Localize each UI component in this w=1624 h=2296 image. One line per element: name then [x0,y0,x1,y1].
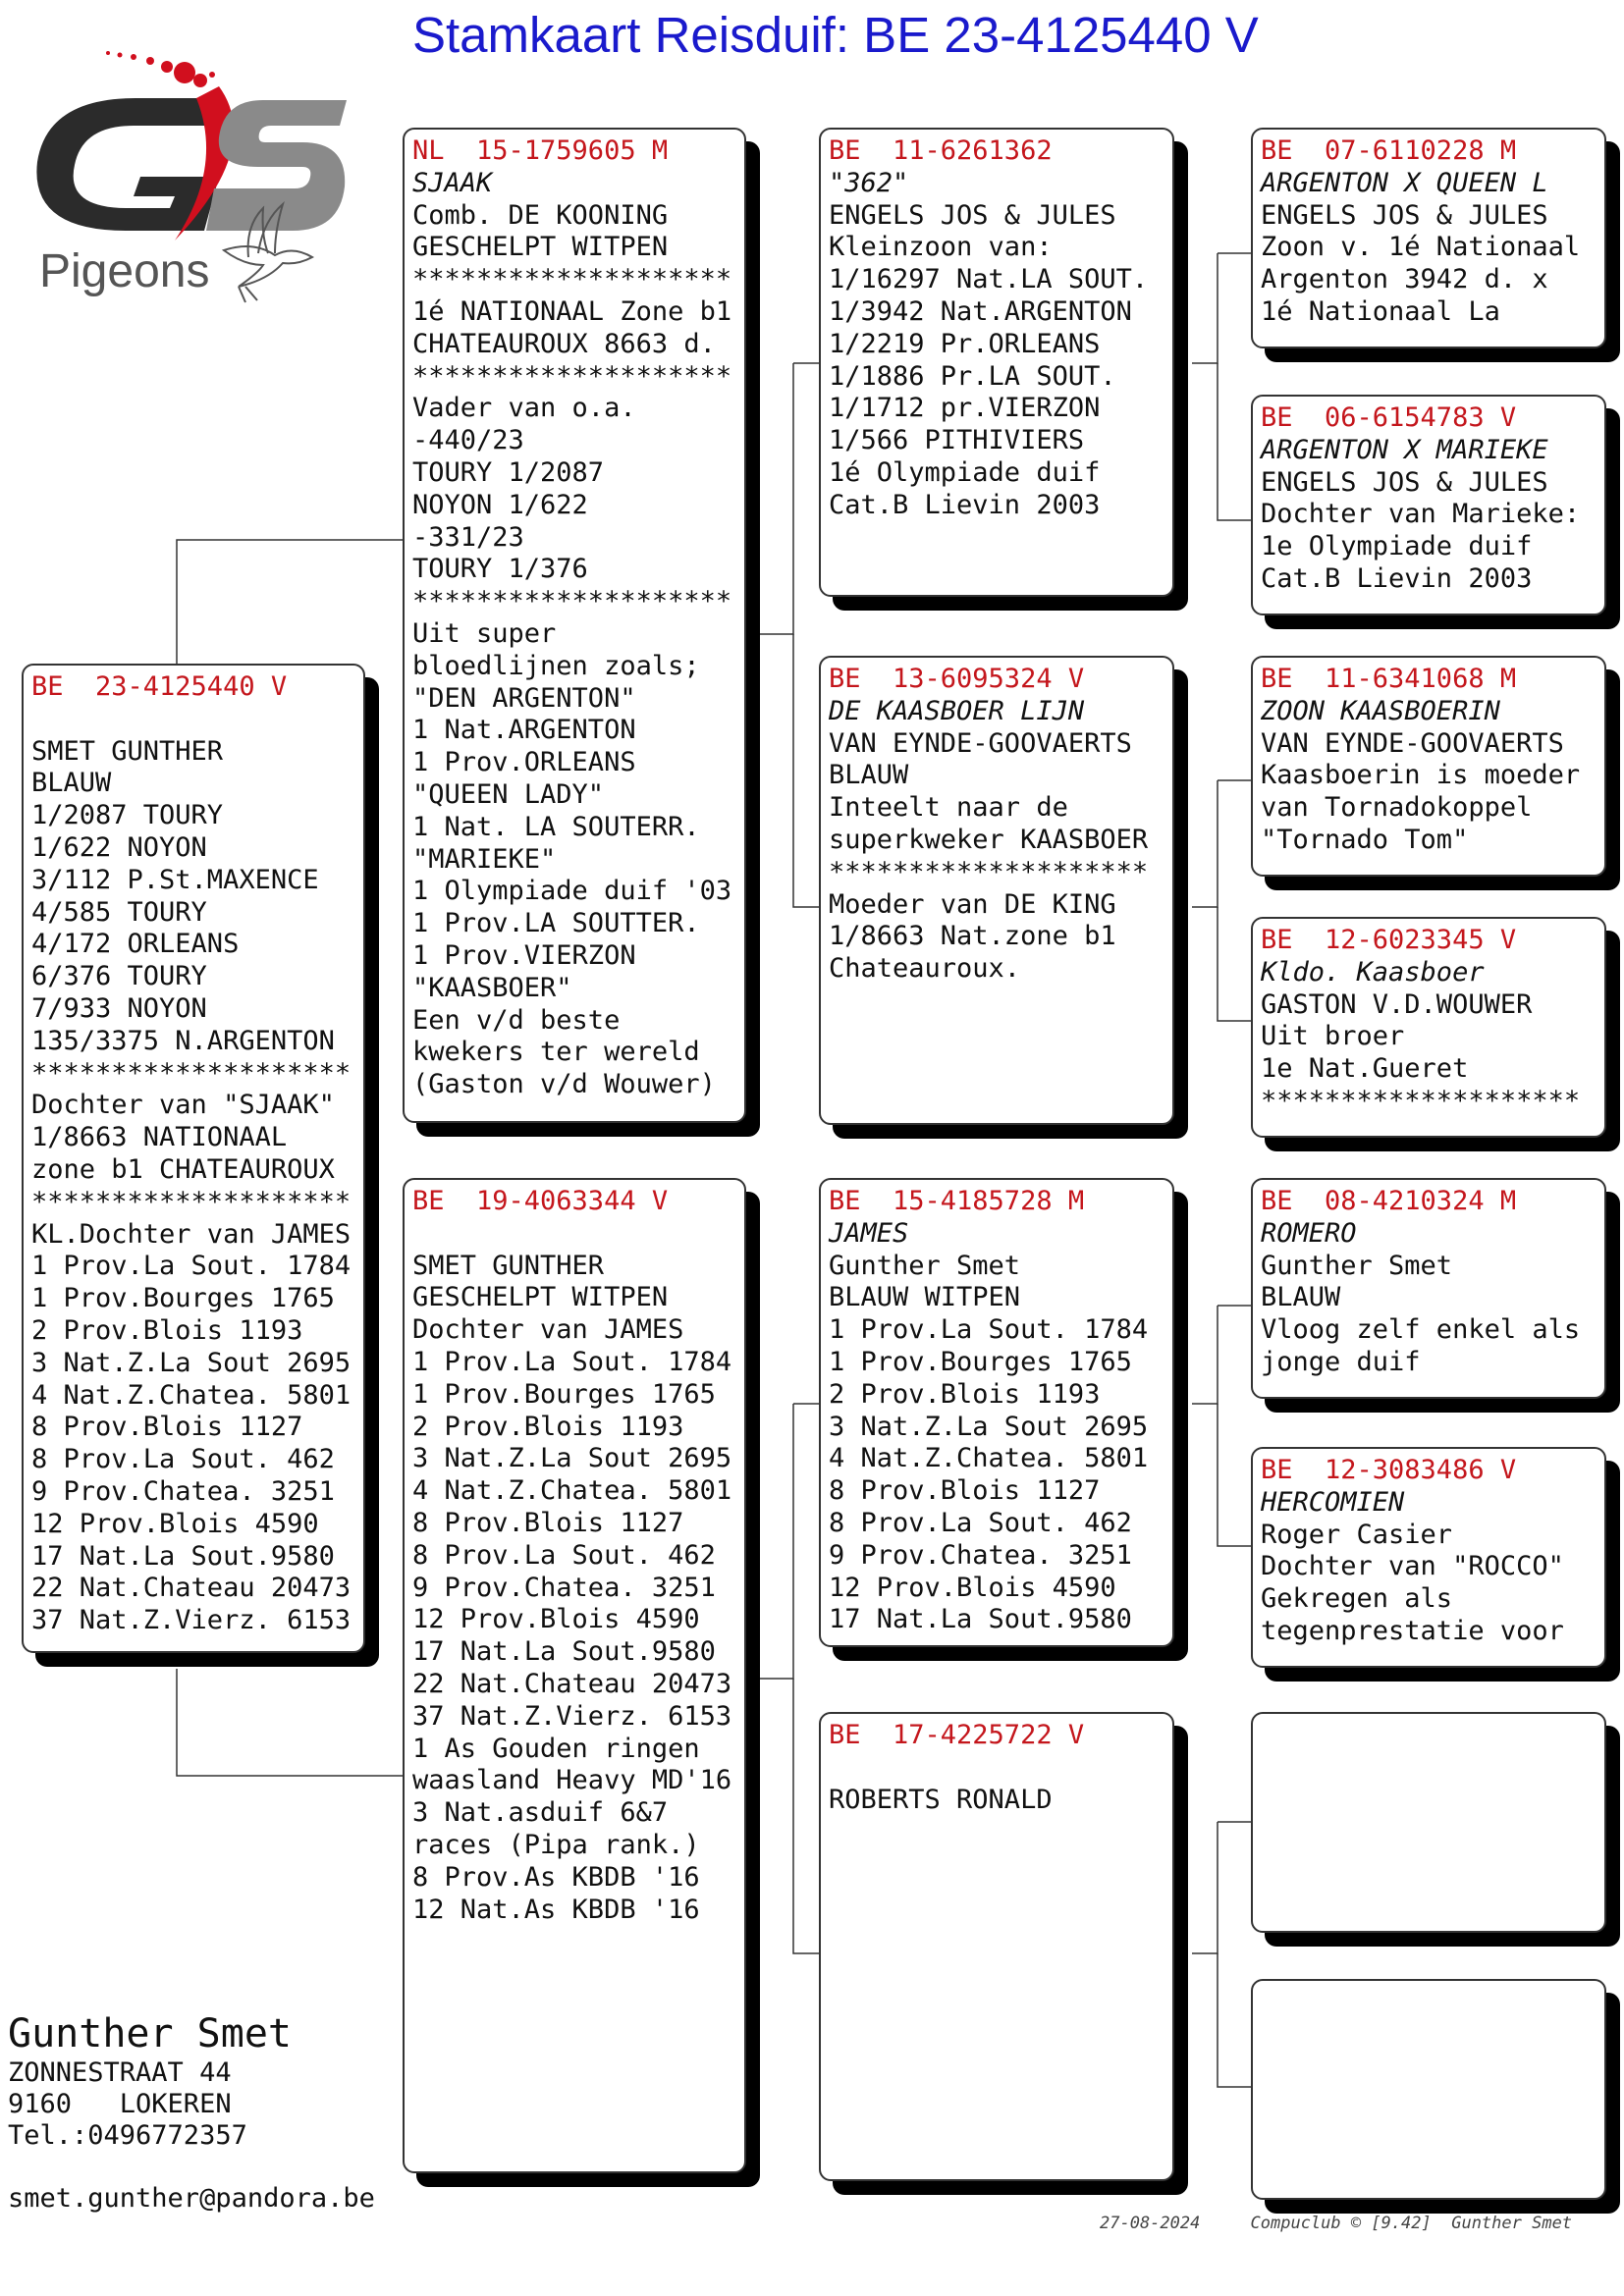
pigeon-line: 4 Nat.Z.Chatea. 5801 [31,1379,352,1411]
pigeon-line: 1 Prov.La Sout. 1784 [31,1251,352,1282]
pigeon-line [829,1752,1164,1785]
ring-number: BE 19-4063344 V [412,1186,669,1216]
page-title: Stamkaart Reisduif: BE 23-4125440 V [412,7,1259,63]
pigeon-name: ARGENTON X QUEEN L [1261,167,1548,198]
pigeon-line: 1 Nat. LA SOUTERR. [412,811,700,842]
pigeon-line: 3 Nat.asduif 6&7 [412,1797,669,1829]
pigeon-line: Uit broer [1261,1021,1405,1052]
pigeon-name: HERCOMIEN [1261,1486,1405,1518]
pigeon-line: superkweker KAASBOER [829,824,1149,855]
pigeon-line: 135/3375 N.ARGENTON [31,1025,335,1056]
pigeon-card-mfm[interactable] [1251,1447,1606,1668]
pigeon-line: 17 Nat.La Sout.9580 [412,1636,716,1668]
pigeon-line: 8 Prov.La Sout. 462 [31,1444,335,1475]
pigeon-card-fff[interactable] [1251,128,1606,348]
pigeon-line: ******************** [412,264,732,295]
pigeon-line: 1 Prov.La Sout. 1784 [412,1346,732,1377]
pigeon-line: TOURY 1/376 [412,554,588,585]
pigeon-line: ENGELS JOS & JULES [1261,466,1548,498]
logo-subtitle: Pigeons [39,245,210,297]
pigeon-line: 37 Nat.Z.Vierz. 6153 [412,1700,732,1732]
pigeon-line: 1/8663 NATIONAAL [31,1122,288,1153]
pigeon-card-ff[interactable] [819,128,1174,597]
pigeon-line: 12 Prov.Blois 4590 [829,1572,1116,1603]
ring-number: BE 17-4225722 V [829,1720,1085,1750]
pigeon-line: kwekers ter wereld [412,1037,700,1068]
pigeon-line: 2 Prov.Blois 1193 [412,1411,684,1442]
pigeon-name: ARGENTON X MARIEKE [1261,434,1548,465]
pigeon-line: 1é NATIONAAL Zone b1 [412,295,732,327]
pigeon-line: tegenprestatie voor [1261,1615,1564,1646]
pigeon-line: 1/3942 Nat.ARGENTON [829,295,1132,327]
pigeon-line: 37 Nat.Z.Vierz. 6153 [31,1605,352,1636]
pigeon-line: 1é Nationaal La [1261,295,1500,327]
pigeon-name: "362" [829,167,909,198]
pigeon-line: ******************** [412,586,732,617]
pigeon-line: Argenton 3942 d. x [1261,264,1548,295]
pigeon-line: GESCHELPT WITPEN [412,1282,669,1313]
pigeon-line: 9 Prov.Chatea. 3251 [412,1572,716,1603]
ring-number: BE 11-6261362 [829,135,1053,166]
pigeon-line: ******************** [31,1057,352,1089]
pigeon-line: ROBERTS RONALD [829,1784,1053,1815]
pigeon-line: 12 Nat.As KBDB '16 [412,1894,700,1925]
owner-email[interactable]: smet.gunther@pandora.be [8,2183,375,2214]
pigeon-line: "QUEEN LADY" [412,778,605,810]
pigeon-line: (Gaston v/d Wouwer) [412,1069,716,1100]
pigeon-card-mm[interactable] [819,1712,1174,2181]
pigeon-line: "MARIEKE" [412,843,557,875]
pigeon-line [412,1218,736,1251]
pigeon-line: Comb. DE KOONING [412,199,669,231]
pigeon-line: 8 Prov.Blois 1127 [829,1475,1101,1507]
ring-number: BE 15-4185728 M [829,1186,1085,1216]
pigeon-line: Gunther Smet [1261,1250,1453,1281]
pigeon-line: Dochter van "SJAAK" [31,1090,335,1121]
pigeon-line: races (Pipa rank.) [412,1829,700,1860]
pigeon-line: 8 Prov.Blois 1127 [412,1507,684,1538]
pigeon-line: 3 Nat.Z.La Sout 2695 [829,1411,1149,1442]
pigeon-line: 7/933 NOYON [31,992,207,1024]
pigeon-line: waasland Heavy MD'16 [412,1765,732,1796]
pigeon-line: 4 Nat.Z.Chatea. 5801 [829,1443,1149,1474]
pigeon-line: 1 Prov.LA SOUTTER. [412,908,700,939]
pigeon-line: 3 Nat.Z.La Sout 2695 [412,1443,732,1474]
pigeon-line: Cat.B Lievin 2003 [1261,562,1533,594]
pigeon-line: Uit super [412,617,557,649]
pigeon-line: "DEN ARGENTON" [412,682,636,714]
ring-number: BE 07-6110228 M [1261,135,1517,166]
pigeon-line: 8 Prov.La Sout. 462 [412,1539,716,1571]
pigeon-card-mmf[interactable] [1251,1712,1606,1933]
pigeon-line: 17 Nat.La Sout.9580 [829,1604,1132,1635]
pigeon-card-fmf[interactable] [1251,656,1606,877]
pigeon-line: zone b1 CHATEAUROUX [31,1153,335,1185]
pigeon-line: BLAUW [829,760,909,791]
pigeon-line: 1/2219 Pr.ORLEANS [829,328,1101,359]
pigeon-line: 1/2087 TOURY [31,800,224,831]
pigeon-line: ******************** [829,856,1149,887]
pigeon-name: ZOON KAASBOERIN [1261,695,1500,726]
pigeon-line: 22 Nat.Chateau 20473 [31,1573,352,1604]
pigeon-line: Chateauroux. [829,953,1021,985]
pigeon-line: 9 Prov.Chatea. 3251 [829,1539,1132,1571]
pigeon-card-subject[interactable] [22,664,365,1653]
pigeon-line: 1 As Gouden ringen [412,1733,700,1764]
ring-number: BE 23-4125440 V [31,671,288,702]
pigeon-line: 22 Nat.Chateau 20473 [412,1668,732,1699]
pigeon-name: Kldo. Kaasboer [1261,956,1485,988]
pigeon-line: 1é Olympiade duif [829,456,1101,488]
pigeon-line: 1 Prov.La Sout. 1784 [829,1314,1149,1346]
pigeon-line: Gekregen als [1261,1583,1453,1615]
pigeon-line: 2 Prov.Blois 1193 [31,1314,303,1346]
pigeon-line: 1/1886 Pr.LA SOUT. [829,360,1116,392]
owner-name: Gunther Smet [8,2011,292,2056]
pigeon-line: Roger Casier [1261,1519,1453,1550]
footer: 27-08-2024 Compuclub © [9.42] Gunther Smet [1100,2214,1573,2233]
pigeon-line: 4/172 ORLEANS [31,929,240,960]
pigeon-card-fmm[interactable] [1251,917,1606,1138]
pigeon-line: Kaasboerin is moeder [1261,760,1581,791]
pigeon-line: BLAUW [31,768,112,799]
pigeon-line: bloedlijnen zoals; [412,650,700,681]
pigeon-line: 1 Prov.Bourges 1765 [829,1346,1132,1377]
ring-number: BE 11-6341068 M [1261,664,1517,694]
pigeon-line: 1e Olympiade duif [1261,531,1533,562]
pigeon-line: 4 Nat.Z.Chatea. 5801 [412,1475,732,1507]
pigeon-line: 1/1712 pr.VIERZON [829,393,1101,424]
pigeon-line: 3/112 P.St.MAXENCE [31,864,319,895]
pigeon-line: GASTON V.D.WOUWER [1261,988,1533,1020]
pigeon-line: Dochter van JAMES [412,1314,684,1346]
owner-city: 9160 LOKEREN [8,2089,232,2119]
pigeon-line: 1/8663 Nat.zone b1 [829,921,1116,952]
pigeon-line: 1/16297 Nat.LA SOUT. [829,264,1149,295]
pigeon-line: Kleinzoon van: [829,232,1053,263]
pigeon-line: 12 Prov.Blois 4590 [412,1604,700,1635]
owner-phone: Tel.:0496772357 [8,2120,247,2151]
pigeon-line: 1/566 PITHIVIERS [829,425,1085,456]
pigeon-line: Moeder van DE KING [829,888,1116,920]
pigeon-line: VAN EYNDE-GOOVAERTS [1261,727,1564,759]
pigeon-line: 2 Prov.Blois 1193 [829,1378,1101,1410]
pigeon-line: jonge duif [1261,1346,1421,1377]
pigeon-line: TOURY 1/2087 [412,456,605,488]
pigeon-line: -331/23 [412,521,524,553]
pigeon-line: Inteelt naar de [829,792,1068,824]
pigeon-name: ROMERO [1261,1217,1357,1249]
pigeon-line: ******************** [1261,1085,1581,1116]
ring-number: BE 06-6154783 V [1261,402,1517,433]
pigeon-card-fm[interactable] [819,656,1174,1125]
pigeon-line: NOYON 1/622 [412,489,588,520]
pigeon-line: 4/585 TOURY [31,896,207,928]
pigeon-name: DE KAASBOER LIJN [829,695,1085,726]
pigeon-name: SJAAK [412,167,493,198]
pigeon-line: 12 Prov.Blois 4590 [31,1508,319,1539]
pigeon-line [31,704,355,736]
pigeon-line: SMET GUNTHER [412,1250,605,1281]
pigeon-line: SMET GUNTHER [31,735,224,767]
ring-number: BE 12-6023345 V [1261,925,1517,955]
pigeon-line: 8 Prov.As KBDB '16 [412,1861,700,1893]
pigeon-line: ******************** [31,1186,352,1217]
pigeon-line: GESCHELPT WITPEN [412,232,669,263]
pigeon-line: 1 Prov.Bourges 1765 [412,1378,716,1410]
pigeon-card-father[interactable] [403,128,746,1123]
pigeon-line: Zoon v. 1é Nationaal [1261,232,1581,263]
ring-number: BE 08-4210324 M [1261,1186,1517,1216]
pigeon-line: ENGELS JOS & JULES [1261,199,1548,231]
pigeon-line: Dochter van "ROCCO" [1261,1551,1564,1582]
pigeon-line: van Tornadokoppel [1261,792,1533,824]
pigeon-line: Vloog zelf enkel als [1261,1314,1581,1346]
pigeon-line: 1 Nat.ARGENTON [412,715,636,746]
pigeon-line: 8 Prov.La Sout. 462 [829,1507,1132,1538]
pigeon-line: BLAUW WITPEN [829,1282,1021,1313]
pigeon-line: ENGELS JOS & JULES [829,199,1116,231]
ring-number: BE 13-6095324 V [829,664,1085,694]
pigeon-line: 9 Prov.Chatea. 3251 [31,1475,335,1507]
pigeon-line: "Tornado Tom" [1261,824,1469,855]
pigeon-line: Vader van o.a. [412,393,636,424]
pigeon-line: Dochter van Marieke: [1261,499,1581,530]
pigeon-card-mmm[interactable] [1251,1979,1606,2200]
pigeon-line: Gunther Smet [829,1250,1021,1281]
pigeon-line: 1 Prov.VIERZON [412,939,636,971]
pigeon-line: 1/622 NOYON [31,831,207,863]
pigeon-line: -440/23 [412,425,524,456]
pigeon-line: 6/376 TOURY [31,961,207,992]
pigeon-line: Een v/d beste [412,1004,621,1036]
pigeon-line: "KAASBOER" [412,972,572,1003]
pigeon-line: 1 Prov.ORLEANS [412,747,636,778]
owner-block [8,2010,292,2152]
pigeon-card-mf[interactable] [819,1178,1174,1647]
pigeon-line: CHATEAUROUX 8663 d. [412,328,716,359]
pigeon-line: 17 Nat.La Sout.9580 [31,1540,335,1572]
ring-number: NL 15-1759605 M [412,135,669,166]
pigeon-card-mother[interactable] [403,1178,746,2173]
pigeon-line: Cat.B Lievin 2003 [829,489,1101,520]
pigeon-line: 1 Prov.Bourges 1765 [31,1283,335,1314]
pigeon-name: JAMES [829,1217,909,1249]
ring-number: BE 12-3083486 V [1261,1455,1517,1485]
pigeon-line: 1 Olympiade duif '03 [412,876,732,907]
pigeon-line: 1e Nat.Gueret [1261,1053,1469,1085]
pigeon-line: 8 Prov.Blois 1127 [31,1412,303,1443]
pigeon-line: 3 Nat.Z.La Sout 2695 [31,1347,352,1378]
pigeon-card-ffm[interactable] [1251,395,1606,615]
pigeon-line: ******************** [412,360,732,392]
pigeon-line: BLAUW [1261,1282,1341,1313]
pigeon-line: VAN EYNDE-GOOVAERTS [829,727,1132,759]
pigeon-card-mff[interactable] [1251,1178,1606,1399]
owner-street: ZONNESTRAAT 44 [8,2057,232,2088]
pigeon-line: KL.Dochter van JAMES [31,1218,352,1250]
